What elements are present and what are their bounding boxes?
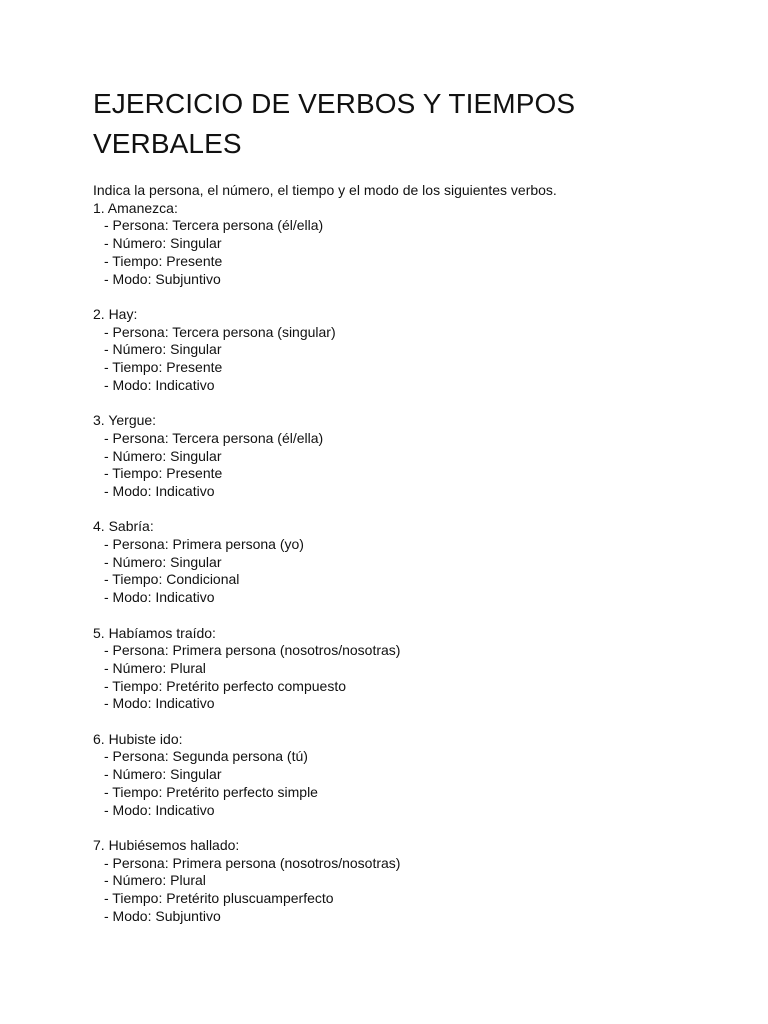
exercise-detail-line: - Modo: Indicativo — [104, 695, 215, 712]
exercise-detail-line: - Tiempo: Presente — [104, 465, 223, 482]
exercise-item — [93, 625, 713, 714]
exercise-detail-line: - Persona: Primera persona (nosotros/nosotras) — [104, 854, 401, 871]
exercise-heading: 3. Yergue: — [93, 412, 157, 429]
exercise-detail-line: - Modo: Indicativo — [104, 801, 215, 818]
exercise-detail-line: - Persona: Tercera persona (singular) — [104, 323, 336, 340]
exercise-detail-line: - Número: Singular — [104, 341, 222, 358]
exercise-heading: 2. Hay: — [93, 305, 138, 322]
exercise-detail-line: - Tiempo: Presente — [104, 359, 223, 376]
exercise-heading: 4. Sabría: — [93, 518, 154, 535]
exercise-detail-line: - Persona: Primera persona (yo) — [104, 536, 304, 553]
exercise-detail-line: - Modo: Indicativo — [104, 589, 215, 606]
exercise-detail-line: - Persona: Primera persona (nosotros/nosotras) — [104, 642, 401, 659]
exercise-item — [93, 837, 713, 926]
exercise-detail-line: - Tiempo: Pretérito perfecto simple — [104, 783, 318, 800]
instruction-text: Indica la persona, el número, el tiempo y el modo de los siguientes verbos. — [93, 182, 557, 198]
exercise-heading: 5. Habíamos traído: — [93, 624, 216, 641]
exercise-detail-line: - Persona: Tercera persona (él/ella) — [104, 429, 324, 446]
document-page — [93, 84, 713, 925]
exercise-detail-line: - Tiempo: Pretérito perfecto compuesto — [104, 677, 346, 694]
exercise-detail-line: - Modo: Subjuntivo — [104, 907, 221, 924]
exercise-detail-line: - Número: Singular — [104, 766, 222, 783]
exercise-detail-line: - Número: Plural — [104, 659, 206, 676]
exercise-detail-line: - Modo: Indicativo — [104, 482, 215, 499]
document-title: EJERCICIO DE VERBOS Y TIEMPOS VERBALES — [93, 88, 576, 159]
exercise-item — [93, 412, 713, 501]
exercise-detail-line: - Tiempo: Pretérito pluscuamperfecto — [104, 890, 334, 907]
exercise-detail-line: - Tiempo: Presente — [104, 252, 223, 269]
exercise-detail-line: - Número: Plural — [104, 872, 206, 889]
exercise-detail-line: - Número: Singular — [104, 553, 222, 570]
exercise-list — [93, 200, 713, 926]
exercise-detail-line: - Persona: Segunda persona (tú) — [104, 748, 308, 765]
exercise-item — [93, 200, 713, 289]
exercise-heading: 7. Hubiésemos hallado: — [93, 836, 240, 853]
exercise-detail-line: - Número: Singular — [104, 447, 222, 464]
exercise-item — [93, 306, 713, 395]
exercise-item — [93, 731, 713, 820]
exercise-detail-line: - Modo: Subjuntivo — [104, 270, 221, 287]
exercise-detail-line: - Tiempo: Condicional — [104, 571, 240, 588]
exercise-detail-line: - Persona: Tercera persona (él/ella) — [104, 217, 324, 234]
exercise-heading: 6. Hubiste ido: — [93, 730, 183, 747]
exercise-detail-line: - Número: Singular — [104, 235, 222, 252]
exercise-detail-line: - Modo: Indicativo — [104, 376, 215, 393]
exercise-heading: 1. Amanezca: — [93, 199, 178, 216]
exercise-item — [93, 518, 713, 607]
